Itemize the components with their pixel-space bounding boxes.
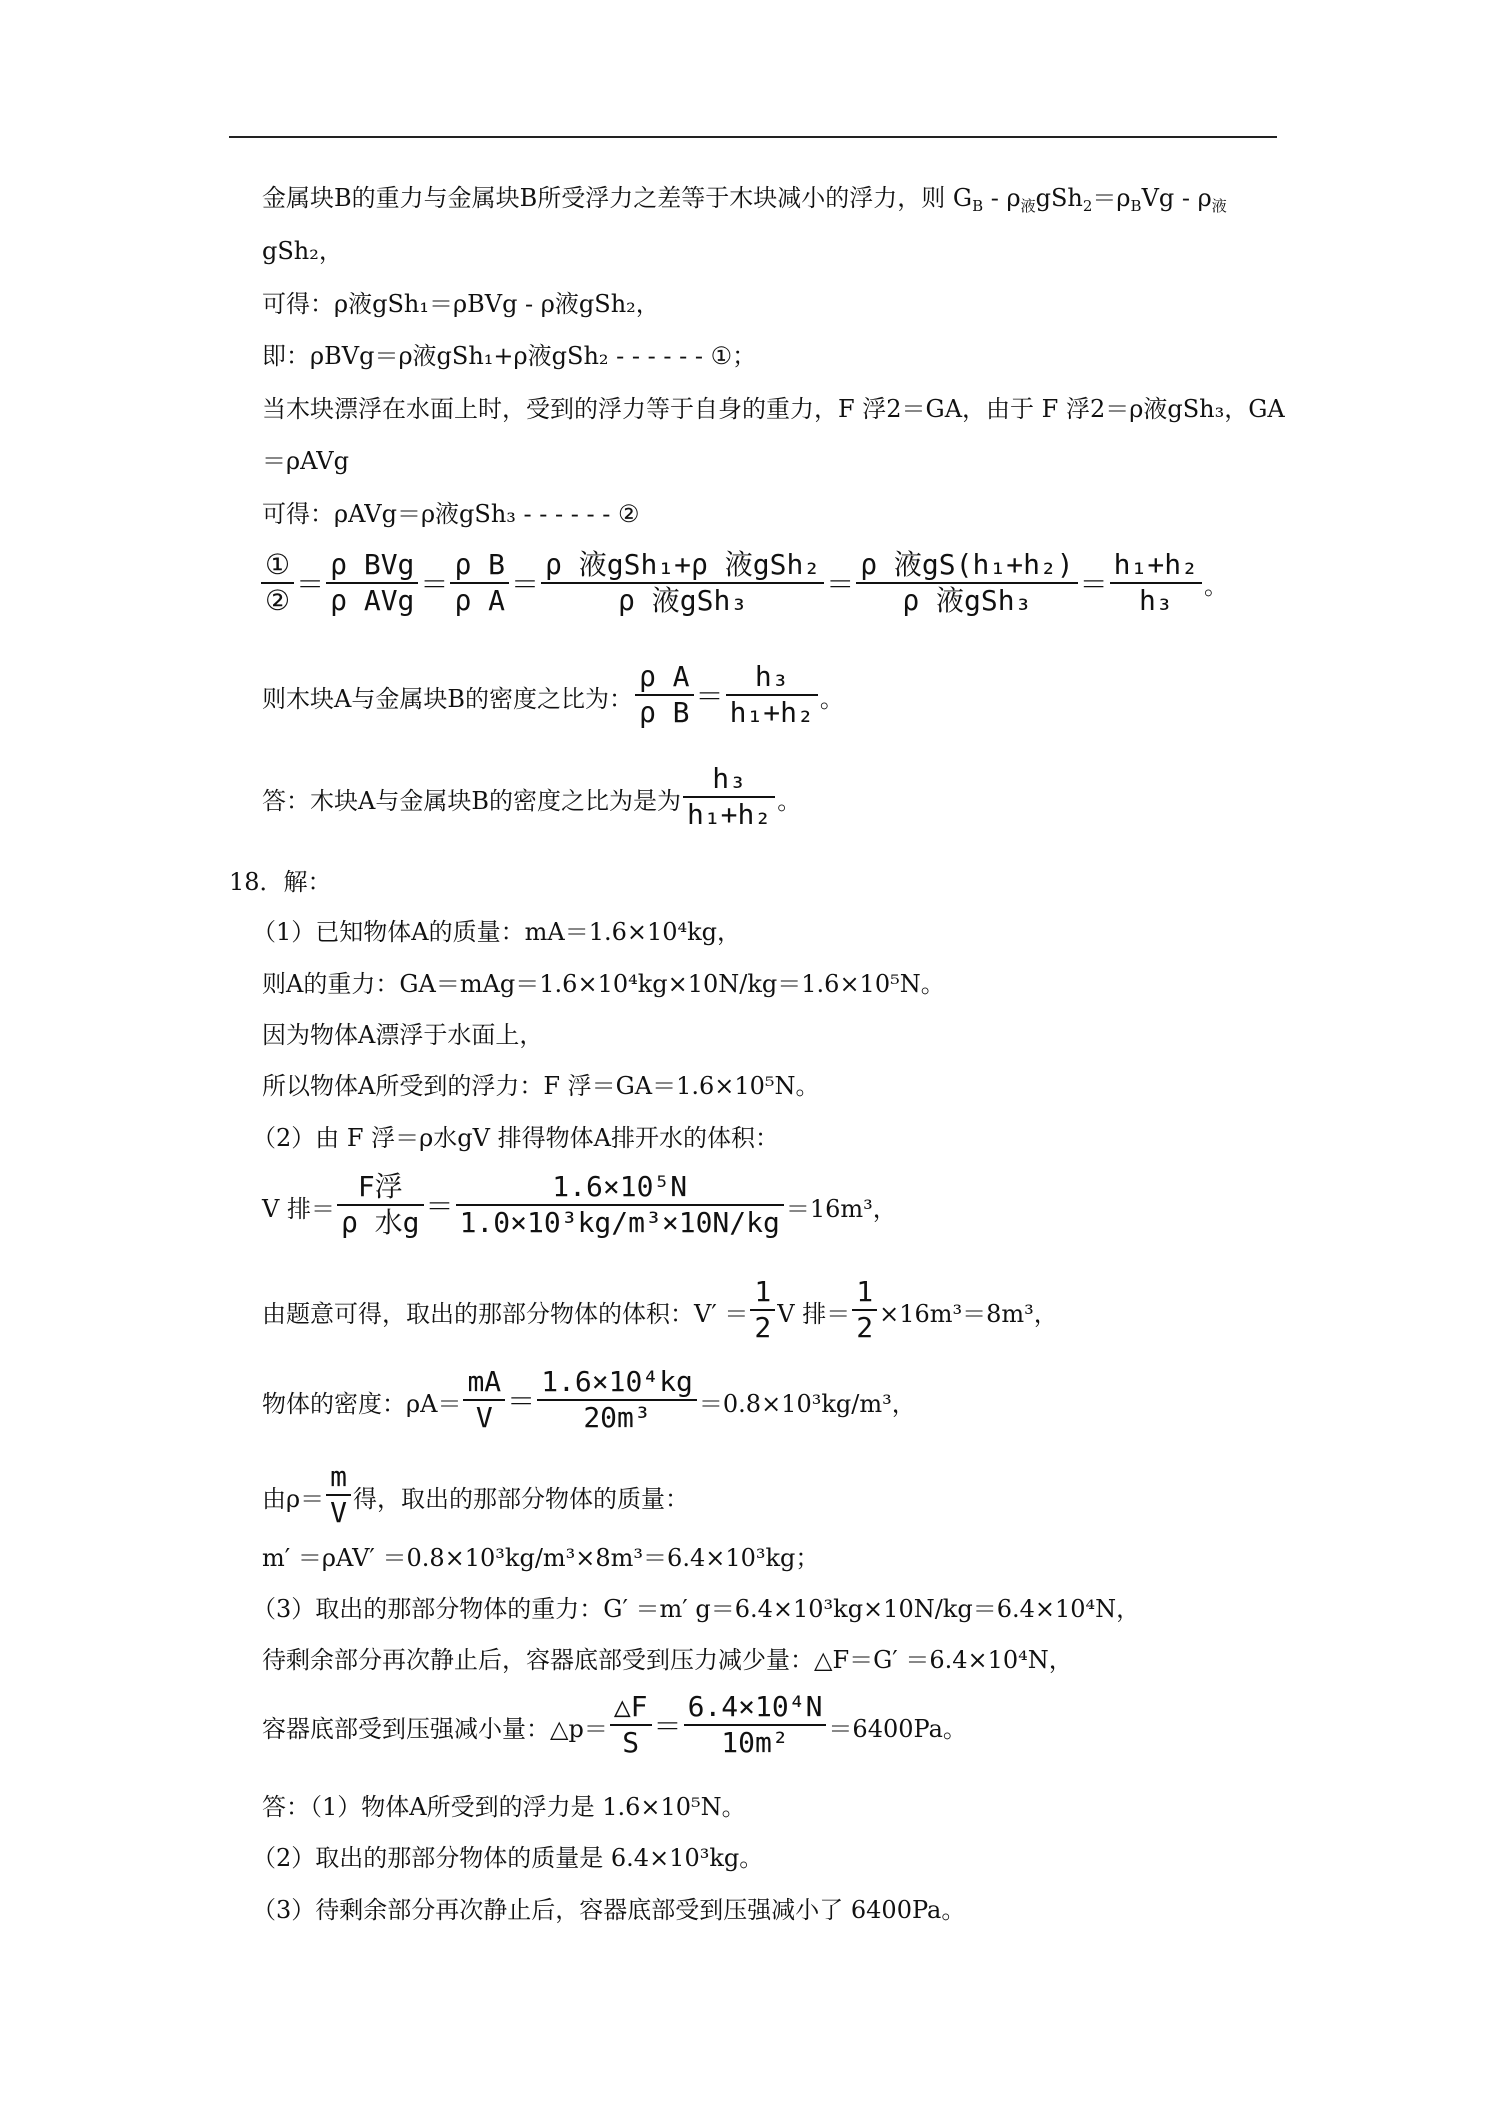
text: 由ρ＝ <box>262 1485 325 1513</box>
text: 答：木块A与金属块B的密度之比为是为 <box>262 787 681 815</box>
fraction <box>1110 548 1202 618</box>
ratio-equation <box>259 548 1228 618</box>
equals: ＝ <box>296 568 325 601</box>
text-line: 答：（1）物体A所受到的浮力是 1.6×10⁵N。 <box>262 1793 746 1821</box>
denominator: ρ AVg <box>330 584 415 617</box>
text: V 排＝ <box>262 1195 335 1223</box>
denominator: ρ 水g <box>340 1206 420 1239</box>
text-line: gSh₂， <box>262 237 343 265</box>
text: 由题意可得，取出的那部分物体的体积：V′ ＝ <box>262 1300 749 1328</box>
denominator: V <box>330 1496 347 1529</box>
text: B <box>972 197 984 215</box>
text: ＝6400Pa。 <box>828 1715 967 1743</box>
denominator: h₁+h₂ <box>686 798 772 831</box>
fraction <box>856 548 1077 618</box>
text: ＝0.8×10³kg/m³， <box>698 1390 916 1418</box>
numerator: h₃ <box>712 762 746 795</box>
fraction <box>726 660 818 730</box>
numerator: 6.4×10⁴N <box>687 1690 823 1723</box>
text-line <box>262 1460 689 1530</box>
numerator: ① <box>265 548 291 581</box>
text: ＝ρ <box>1092 184 1131 212</box>
numerator: 1.6×10⁵N <box>552 1170 688 1203</box>
text-line: 所以物体A所受到的浮力：F 浮＝GA＝1.6×10⁵N。 <box>262 1072 820 1100</box>
denominator: 20m³ <box>583 1401 651 1434</box>
numerator: △F <box>613 1690 648 1723</box>
denominator: 2 <box>856 1311 874 1344</box>
text-line: 可得：ρ液gSh₁＝ρBVg - ρ液gSh₂， <box>262 290 660 318</box>
numerator: 1.6×10⁴kg <box>541 1365 693 1398</box>
numerator: ρ 液gS(h₁+h₂) <box>860 548 1074 581</box>
denominator: V <box>475 1401 493 1434</box>
text-line <box>262 183 1227 221</box>
text-line: 则A的重力：GA＝mAg＝1.6×10⁴kg×10N/kg＝1.6×10⁵N。 <box>262 970 945 998</box>
fraction <box>450 548 509 618</box>
equals: ＝ <box>425 1190 454 1223</box>
text: V 排＝ <box>777 1300 851 1328</box>
text-line <box>262 1690 967 1760</box>
text-line <box>262 1365 916 1435</box>
equals: ＝ <box>507 1385 536 1418</box>
text: 容器底部受到压强减小量：△p＝ <box>262 1715 608 1743</box>
numerator: ρ A <box>638 660 690 693</box>
numerator: F浮 <box>357 1170 403 1203</box>
text-line <box>262 1170 897 1240</box>
fraction <box>326 548 418 618</box>
denominator: ρ 液gSh₃ <box>618 584 748 617</box>
fraction <box>456 1170 784 1240</box>
fraction <box>852 1275 877 1345</box>
text-line: 因为物体A漂浮于水面上， <box>262 1021 544 1049</box>
fraction <box>635 660 694 730</box>
text: 液 <box>1211 197 1227 215</box>
equals: ＝ <box>695 680 724 713</box>
denominator: ρ 液gSh₃ <box>902 584 1032 617</box>
text-line: （3）取出的那部分物体的重力：G′ ＝m′ g＝6.4×10³kg×10N/kg＝6.4×10⁴N， <box>252 1595 1141 1623</box>
denominator: S <box>622 1726 640 1759</box>
denominator: ② <box>265 584 291 617</box>
numerator: h₁+h₂ <box>1113 548 1198 581</box>
fraction <box>683 762 775 832</box>
text: B <box>1130 197 1142 215</box>
text: gSh <box>1035 184 1083 212</box>
text-line: 即：ρBVg＝ρ液gSh₁+ρ液gSh₂ - - - - - - ①； <box>262 342 757 370</box>
text: 金属块B的重力与金属块B所受浮力之差等于木块减小的浮力，则 G <box>262 184 973 212</box>
text-line: （1）已知物体A的质量：mA＝1.6×10⁴kg， <box>252 918 742 946</box>
denominator: h₁+h₂ <box>729 696 814 729</box>
text-line: （3）待剩余部分再次静止后，容器底部受到压强减小了 6400Pa。 <box>252 1896 966 1924</box>
text: 2 <box>1082 197 1093 215</box>
text-line: 当木块漂浮在水面上时，受到的浮力等于自身的重力，F 浮2＝GA，由于 F 浮2＝ρ液gSh₃，GA <box>262 395 1285 423</box>
fraction <box>610 1690 652 1760</box>
numerator: mA <box>467 1365 502 1398</box>
denominator: ρ A <box>454 584 506 617</box>
text: 物体的密度：ρA＝ <box>262 1390 462 1418</box>
text: ×16m³＝8m³， <box>879 1300 1058 1328</box>
equals: ＝ <box>653 1710 682 1743</box>
fraction <box>537 1365 697 1435</box>
question-number: 18．解： <box>229 868 332 896</box>
denominator: 2 <box>754 1311 772 1344</box>
text-line <box>262 762 801 832</box>
text: - ρ <box>983 184 1021 212</box>
fraction <box>684 1690 827 1760</box>
fraction <box>326 1460 351 1530</box>
text-line <box>262 660 844 730</box>
fraction <box>750 1275 775 1345</box>
text: 液 <box>1020 197 1036 215</box>
numerator: h₃ <box>754 660 789 693</box>
header-rule <box>229 136 1277 138</box>
text: Vg - ρ <box>1141 184 1212 212</box>
text-line: （2）由 F 浮＝ρ水gV 排得物体A排开水的体积： <box>252 1124 779 1152</box>
period: 。 <box>777 787 802 815</box>
period: 。 <box>819 685 844 713</box>
text-line <box>262 1275 1058 1345</box>
fraction <box>463 1365 505 1435</box>
text: 得，取出的那部分物体的质量： <box>352 1485 689 1513</box>
text-line: （2）取出的那部分物体的质量是 6.4×10³kg。 <box>252 1844 764 1872</box>
denominator: h₃ <box>1138 584 1173 617</box>
numerator: 1 <box>754 1275 772 1308</box>
numerator: 1 <box>856 1275 874 1308</box>
equals: ＝ <box>511 568 540 601</box>
numerator: ρ 液gSh₁+ρ 液gSh₂ <box>545 548 821 581</box>
equals: ＝ <box>420 568 449 601</box>
text-line: m′ ＝ρAV′ ＝0.8×10³kg/m³×8m³＝6.4×10³kg； <box>262 1544 820 1572</box>
fraction <box>541 548 824 618</box>
numerator: m <box>330 1460 347 1493</box>
text-line: ＝ρAVg <box>262 447 349 475</box>
period: 。 <box>1203 571 1228 600</box>
equals: ＝ <box>826 568 855 601</box>
text-line: 可得：ρAVg＝ρ液gSh₃ - - - - - - ② <box>262 500 640 528</box>
fraction <box>261 548 294 618</box>
numerator: ρ BVg <box>330 548 415 581</box>
equals: ＝ <box>1079 568 1108 601</box>
denominator: 1.0×10³kg/m³×10N/kg <box>459 1206 780 1239</box>
text: 则木块A与金属块B的密度之比为： <box>262 685 633 713</box>
numerator: ρ B <box>454 548 506 581</box>
denominator: 10m² <box>721 1726 789 1759</box>
text: ＝16m³， <box>785 1195 897 1223</box>
denominator: ρ B <box>638 696 690 729</box>
text-line: 待剩余部分再次静止后，容器底部受到压力减少量：△F＝G′ ＝6.4×10⁴N， <box>262 1646 1073 1674</box>
fraction <box>337 1170 424 1240</box>
